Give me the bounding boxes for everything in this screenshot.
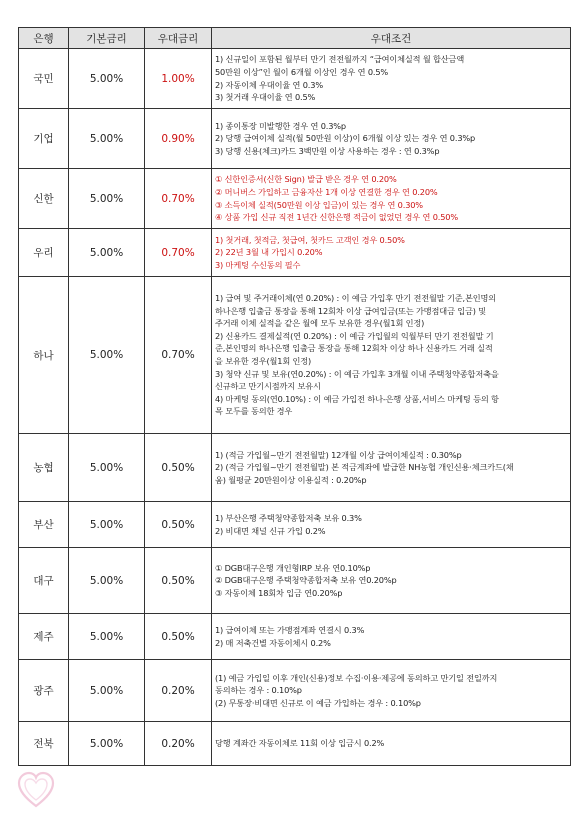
bank-name: 대구 [19,548,69,614]
base-rate: 5.00% [69,660,145,722]
condition-line: 목 모두를 동의한 경우 [215,406,293,417]
condition-line: 2) 신용카드 결제실적(연 0.20%) : 이 예금 가입월의 익월부터 만기 전전월말 기 [215,330,494,341]
table-row [19,229,571,277]
condition-line: ① DGB대구은행 개인형IRP 보유 연0.10%p [215,562,371,573]
condition-line: 50만원 이상”인 월이 6개월 이상인 경우 연 0.5% [215,66,389,77]
condition-line: 하나은행 입출금 통장을 통해 12회차 이상 급여입금(또는 가맹점대금 입금) 및 [215,305,487,316]
table-row [19,614,571,660]
condition-line: 3) 마케팅 수신동의 필수 [215,259,301,270]
base-rate: 5.00% [69,229,145,277]
table-body [19,49,571,766]
conditions-cell [212,434,571,502]
conditions-cell [212,660,571,722]
condition-line: (1) 예금 가입일 이후 개인(신용)정보 수집·이용·제공에 동의하고 만기일 전일까지 [215,672,498,683]
table-row [19,49,571,109]
condition-line: ③ 자동이체 18회차 입금 연0.20%p [215,587,343,598]
conditions-cell [212,722,571,766]
preferential-rate: 0.70% [145,229,212,277]
table-row [19,502,571,548]
conditions-cell [212,49,571,109]
table-row [19,660,571,722]
conditions-cell [212,169,571,229]
preferential-rate: 1.00% [145,49,212,109]
table-row [19,722,571,766]
condition-line: 3) 청약 신규 및 보유(연0.20%) : 이 예금 가입후 3개월 이내 주택청약종합저축을 [215,368,499,379]
base-rate: 5.00% [69,169,145,229]
bank-name: 신한 [19,169,69,229]
condition-line: 1) 첫거래, 첫적금, 첫급여, 첫카드 고객인 경우 0.50% [215,234,405,245]
bank-name: 국민 [19,49,69,109]
bank-name: 기업 [19,109,69,169]
preferential-rate: 0.20% [145,660,212,722]
condition-line: 2) (적금 가입월~만기 전전월말) 본 적금계좌에 발급한 NH농협 개인신용·체크카드(채 [215,462,514,473]
bank-name: 부산 [19,502,69,548]
base-rate: 5.00% [69,277,145,434]
bank-name: 전북 [19,722,69,766]
condition-line: 1) (적금 가입월~만기 전전월말) 12개월 이상 급여이체실적 : 0.30%p [215,449,462,460]
base-rate: 5.00% [69,434,145,502]
condition-line: 3) 당행 신용(체크)카드 3백만원 이상 사용하는 경우 : 연 0.3%p [215,145,440,156]
conditions-cell [212,229,571,277]
condition-line: ① 신한인증서(신한 Sign) 발급 받은 경우 연 0.20% [215,174,397,185]
conditions-cell [212,614,571,660]
conditions-cell [212,109,571,169]
condition-line: 동의하는 경우 : 0.10%p [215,685,302,696]
condition-line: 움) 월평균 20만원이상 이용실적 : 0.20%p [215,474,367,485]
preferential-rate: 0.50% [145,502,212,548]
preferential-rate: 0.50% [145,548,212,614]
table-row [19,169,571,229]
rates-table [18,27,571,766]
heart-logo-icon [14,768,58,812]
condition-line: 신규하고 만기시점까지 보유시 [215,381,321,392]
bank-name: 우리 [19,229,69,277]
condition-line: 2) 매 저축건별 자동이체시 0.2% [215,637,331,648]
condition-line: ② DGB대구은행 주택청약종합저축 보유 연0.20%p [215,575,397,586]
preferential-rate: 0.50% [145,434,212,502]
condition-line: ④ 상품 가입 신규 직전 1년간 신한은행 적금이 없었던 경우 연 0.50% [215,212,458,223]
preferential-rate: 0.70% [145,277,212,434]
condition-line: 을 보유한 경우(월1회 인정) [215,356,312,366]
table-header-row [19,28,571,49]
condition-line: 1) 급여 및 주거래이체(연 0.20%) : 이 예금 가입후 만기 전전월말 기준,본인명의 [215,293,496,304]
condition-line: 당행 계좌간 자동이체로 11회 이상 입금시 0.2% [215,738,385,749]
base-rate: 5.00% [69,548,145,614]
bank-name: 농협 [19,434,69,502]
base-rate: 5.00% [69,109,145,169]
condition-line: 준,본인명의 하나은행 입출금 통장을 통해 12회차 이상 하나 신용카드 거래 실적 [215,343,493,354]
header-bank: 은행 [19,28,69,49]
base-rate: 5.00% [69,49,145,109]
preferential-rate: 0.70% [145,169,212,229]
condition-line: 2) 당행 급여이체 실적(월 50만원 이상)이 6개월 이상 있는 경우 연 0.3%p [215,133,476,144]
condition-line: 1) 급여이체 또는 가맹점계좌 연결시 0.3% [215,624,365,635]
condition-line: 1) 부산은행 주택청약종합저축 보유 0.3% [215,512,362,523]
condition-line: 주거래 이체 실적을 같은 월에 모두 보유한 경우(월1회 인정) [215,318,425,329]
table-row [19,277,571,434]
table-row [19,109,571,169]
conditions-cell [212,277,571,434]
base-rate: 5.00% [69,614,145,660]
bank-name: 제주 [19,614,69,660]
header-preferential-rate: 우대금리 [145,28,212,49]
bank-name: 광주 [19,660,69,722]
preferential-rate: 0.20% [145,722,212,766]
base-rate: 5.00% [69,722,145,766]
condition-line: ③ 소득이체 실적(50만원 이상 입금)이 있는 경우 연 0.30% [215,199,423,210]
conditions-cell [212,548,571,614]
bank-name: 하나 [19,277,69,434]
condition-line: 1) 신규일이 포함된 월부터 만기 전전월까지 “급여이체실적 월 합산금액 [215,54,465,65]
condition-line: 4) 마케팅 동의(연0.10%) : 이 예금 가입전 하나-은행 상품,서비스 마케팅 등의 항 [215,393,499,404]
conditions-cell [212,502,571,548]
condition-line: 2) 비대면 채널 신규 가입 0.2% [215,525,326,536]
preferential-rate: 0.50% [145,614,212,660]
condition-line: ② 머니버스 가입하고 금융자산 1개 이상 연결한 경우 연 0.20% [215,186,438,197]
header-conditions: 우대조건 [212,28,571,49]
condition-line: 2) 자동이체 우대이율 연 0.3% [215,79,323,90]
table-row [19,434,571,502]
condition-line: 2) 22년 3월 내 가입시 0.20% [215,247,323,258]
header-base-rate: 기본금리 [69,28,145,49]
base-rate: 5.00% [69,502,145,548]
condition-line: 3) 첫거래 우대이율 연 0.5% [215,92,316,103]
table-row [19,548,571,614]
condition-line: 1) 종이통장 미발행한 경우 연 0.3%p [215,120,346,131]
preferential-rate: 0.90% [145,109,212,169]
condition-line: (2) 무통장·비대면 신규로 이 예금 가입하는 경우 : 0.10%p [215,697,421,708]
